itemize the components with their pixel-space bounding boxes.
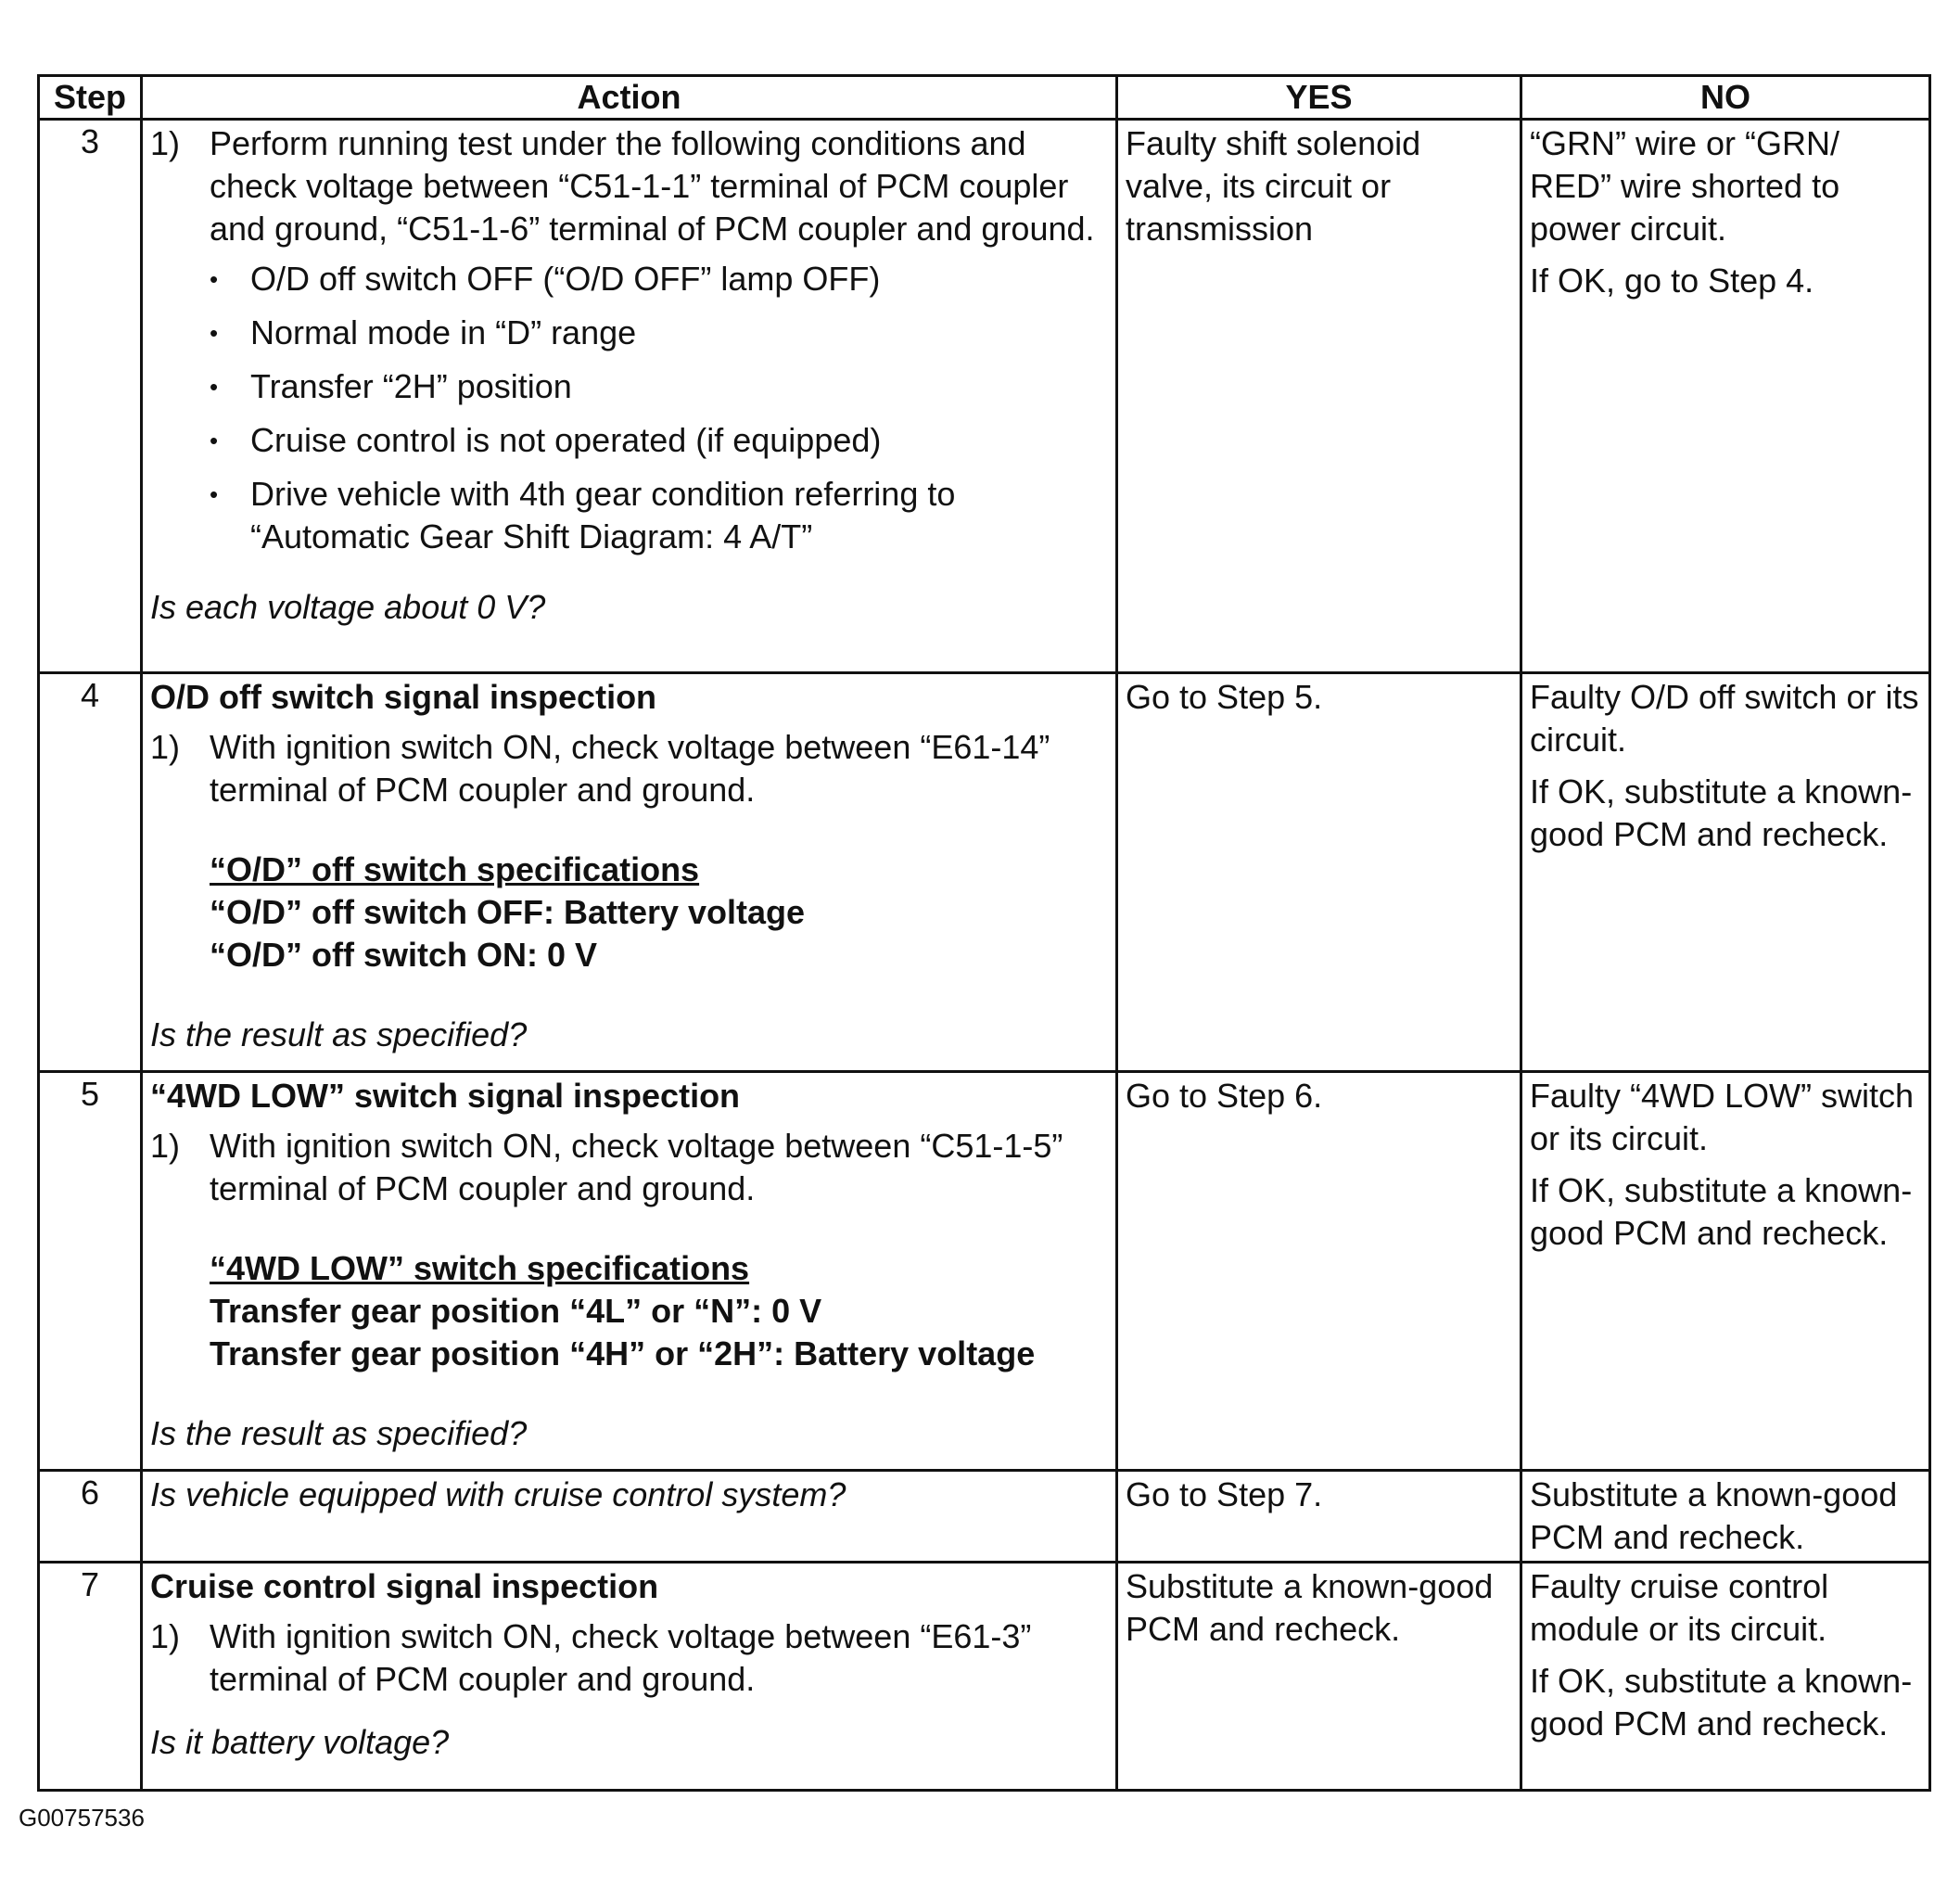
header-step: Step — [39, 76, 142, 120]
question-text: Is the result as specified? — [150, 1015, 528, 1053]
action-cell — [142, 673, 1117, 1072]
no-text: Faulty “4WD LOW” switch or its circuit. — [1530, 1077, 1915, 1157]
yes-text: Faulty shift solenoid valve, its circuit or transmission — [1126, 124, 1421, 248]
item-number: 1) — [150, 1617, 181, 1655]
action-item — [150, 1125, 1108, 1210]
yes-text: Go to Step 6. — [1126, 1077, 1323, 1115]
action-item — [150, 122, 1108, 250]
item-text: With ignition switch ON, check voltage between “E61-3” terminal of PCM coupler and ground. — [210, 1617, 1032, 1698]
step-number: 6 — [39, 1471, 142, 1563]
no-text: Faulty O/D off switch or its circuit. — [1530, 678, 1919, 759]
no-text: Substitute a known-good PCM and recheck. — [1530, 1475, 1898, 1556]
yes-cell — [1117, 673, 1521, 1072]
spec-line: Transfer gear position “4H” or “2H”: Battery voltage — [210, 1334, 1036, 1372]
table-row-step-4 — [39, 673, 1930, 1072]
list-item: • O/D off switch OFF (“O/D OFF” lamp OFF) — [210, 258, 1108, 300]
diagnostic-table — [37, 74, 1931, 1792]
table-header-row — [39, 76, 1930, 120]
step-number: 3 — [39, 120, 142, 673]
table-row-step-6 — [39, 1471, 1930, 1563]
section-title: O/D off switch signal inspection — [150, 678, 657, 716]
specifications-block — [150, 1247, 1108, 1375]
question-text: Is it battery voltage? — [150, 1723, 450, 1761]
section-title: “4WD LOW” switch signal inspection — [150, 1077, 741, 1115]
list-item: • Transfer “2H” position — [210, 365, 1108, 408]
spec-line: “O/D” off switch ON: 0 V — [210, 936, 598, 974]
item-text: With ignition switch ON, check voltage between “E61-14” terminal of PCM coupler and ground. — [210, 728, 1050, 809]
yes-text: Substitute a known-good PCM and recheck. — [1126, 1567, 1494, 1648]
specifications-block — [150, 849, 1108, 976]
yes-cell — [1117, 1072, 1521, 1471]
no-text: Faulty cruise control module or its circuit. — [1530, 1567, 1829, 1648]
yes-cell — [1117, 1563, 1521, 1791]
spec-title: “4WD LOW” switch specifications — [210, 1249, 750, 1287]
question-text: Is each voltage about 0 V? — [150, 588, 546, 626]
no-cell — [1521, 1563, 1930, 1791]
bullet-dot-icon: • — [210, 373, 219, 401]
bullet-dot-icon: • — [210, 319, 219, 347]
table-row-step-5 — [39, 1072, 1930, 1471]
item-number: 1) — [150, 728, 181, 766]
no-cell — [1521, 1471, 1930, 1563]
action-cell — [142, 1563, 1117, 1791]
spec-line: Transfer gear position “4L” or “N”: 0 V — [210, 1292, 822, 1330]
item-number: 1) — [150, 1127, 181, 1165]
no-followup-text: If OK, substitute a known-good PCM and recheck. — [1530, 1171, 1913, 1252]
no-cell — [1521, 1072, 1930, 1471]
bullet-dot-icon: • — [210, 480, 219, 508]
bullet-dot-icon: • — [210, 265, 219, 293]
header-yes: YES — [1117, 76, 1521, 120]
spec-title: “O/D” off switch specifications — [210, 850, 700, 888]
condition-list — [150, 258, 1108, 558]
header-no: NO — [1521, 76, 1930, 120]
item-number: 1) — [150, 124, 181, 162]
action-item — [150, 1615, 1108, 1701]
action-item — [150, 726, 1108, 811]
no-followup-text: If OK, go to Step 4. — [1530, 262, 1814, 300]
section-title: Cruise control signal inspection — [150, 1567, 659, 1605]
action-cell — [142, 1072, 1117, 1471]
figure-code: G00757536 — [19, 1804, 145, 1832]
bullet-dot-icon: • — [210, 427, 219, 454]
item-text: Perform running test under the following conditions and check voltage between “C51-1-1” terminal of PCM coupler and ground, “C51-1-6” terminal of PCM coupler and ground. — [210, 124, 1095, 248]
list-item: • Cruise control is not operated (if equipped) — [210, 419, 1108, 462]
step-number: 7 — [39, 1563, 142, 1791]
no-followup-text: If OK, substitute a known-good PCM and recheck. — [1530, 1662, 1913, 1742]
question-text: Is vehicle equipped with cruise control system? — [150, 1475, 846, 1513]
list-item: • Normal mode in “D” range — [210, 312, 1108, 354]
table-row-step-7 — [39, 1563, 1930, 1791]
question-text: Is the result as specified? — [150, 1414, 528, 1452]
no-cell — [1521, 673, 1930, 1072]
list-item: • Drive vehicle with 4th gear condition referring to “Automatic Gear Shift Diagram: 4 A/T” — [210, 473, 1108, 558]
yes-cell — [1117, 120, 1521, 673]
no-followup-text: If OK, substitute a known-good PCM and recheck. — [1530, 772, 1913, 853]
no-text: “GRN” wire or “GRN/ RED” wire shorted to power circuit. — [1530, 124, 1840, 248]
action-cell — [142, 1471, 1117, 1563]
item-text: With ignition switch ON, check voltage between “C51-1-5” terminal of PCM coupler and ground. — [210, 1127, 1063, 1207]
yes-text: Go to Step 5. — [1126, 678, 1323, 716]
no-cell — [1521, 120, 1930, 673]
action-cell — [142, 120, 1117, 673]
table-row-step-3 — [39, 120, 1930, 673]
yes-cell — [1117, 1471, 1521, 1563]
yes-text: Go to Step 7. — [1126, 1475, 1323, 1513]
step-number: 4 — [39, 673, 142, 1072]
step-number: 5 — [39, 1072, 142, 1471]
diagnostic-table-container — [37, 74, 1928, 1792]
spec-line: “O/D” off switch OFF: Battery voltage — [210, 893, 806, 931]
header-action: Action — [142, 76, 1117, 120]
